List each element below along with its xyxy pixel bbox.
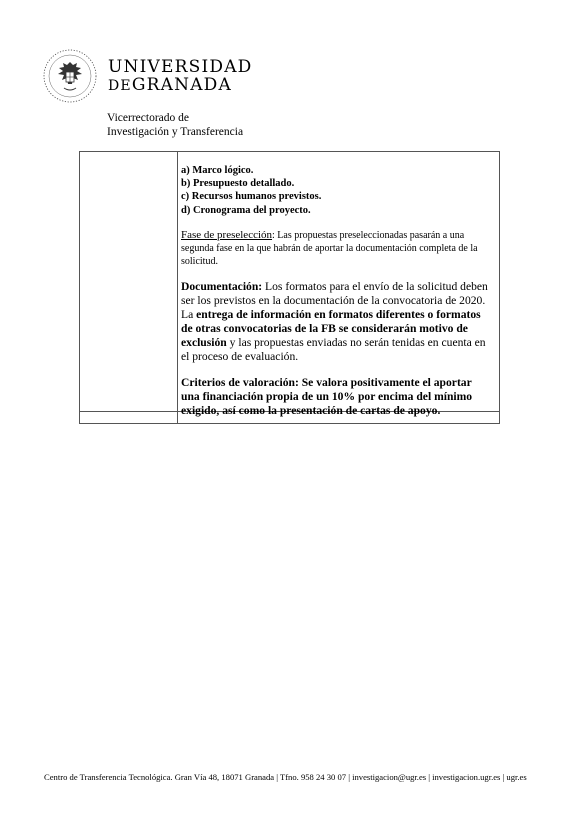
documentation-paragraph	[181, 280, 493, 364]
documentation-label: Documentación:	[181, 279, 263, 293]
documentation-bold-text: entrega de información en formatos diferentes o formatos de otras convocatorias de la FB se considerarán motivo de exclusión	[181, 307, 481, 349]
university-seal-icon	[42, 48, 98, 104]
list-item: b) Presupuesto detallado.	[181, 178, 295, 190]
preselection-label: Fase de preselección	[181, 228, 273, 241]
table-column-divider	[177, 152, 178, 423]
preselection-paragraph	[181, 229, 493, 268]
table-cell-content	[181, 164, 493, 418]
list-item: d) Cronograma del proyecto.	[181, 204, 311, 216]
department-line1: Vicerrectorado de	[107, 112, 189, 124]
list-item: c) Recursos humanos previstos.	[181, 191, 322, 203]
documentation-text-2: y las propuestas enviadas no serán tenidas en cuenta en el proceso de evaluación.	[181, 335, 486, 363]
department-name	[107, 111, 243, 139]
documentation-text-1: Los formatos para el envío de la solicitud deben ser los previstos en la documentación de la convocatoria de 2020. La	[181, 279, 488, 321]
wordmark-line1: UNIVERSIDAD	[108, 56, 253, 77]
preselection-text: : Las propuestas preseleccionadas pasarán a una segunda fase en la que habrán de aportar la documentación completa de la solicitud.	[181, 229, 478, 267]
criteria-paragraph: Criterios de valoración: Se valora positivamente el aportar una financiación propia de un 10% por encima del mínimo exigido, así como la presentación de cartas de apoyo.	[181, 375, 473, 417]
university-wordmark	[108, 58, 253, 95]
list-item: a) Marco lógico.	[181, 165, 254, 176]
wordmark-line2	[108, 76, 253, 95]
wordmark-de: DE	[108, 77, 132, 94]
document-header	[42, 48, 253, 104]
wordmark-granada: GRANADA	[131, 74, 232, 95]
page-footer: Centro de Transferencia Tecnológica. Gran Vía 48, 18071 Granada | Tfno. 958 24 30 07 | investigacion@ugr.es | investigacion.ugr.es | ugr.es	[44, 772, 527, 782]
requirements-list	[181, 164, 493, 217]
department-line2: Investigación y Transferencia	[107, 126, 244, 138]
